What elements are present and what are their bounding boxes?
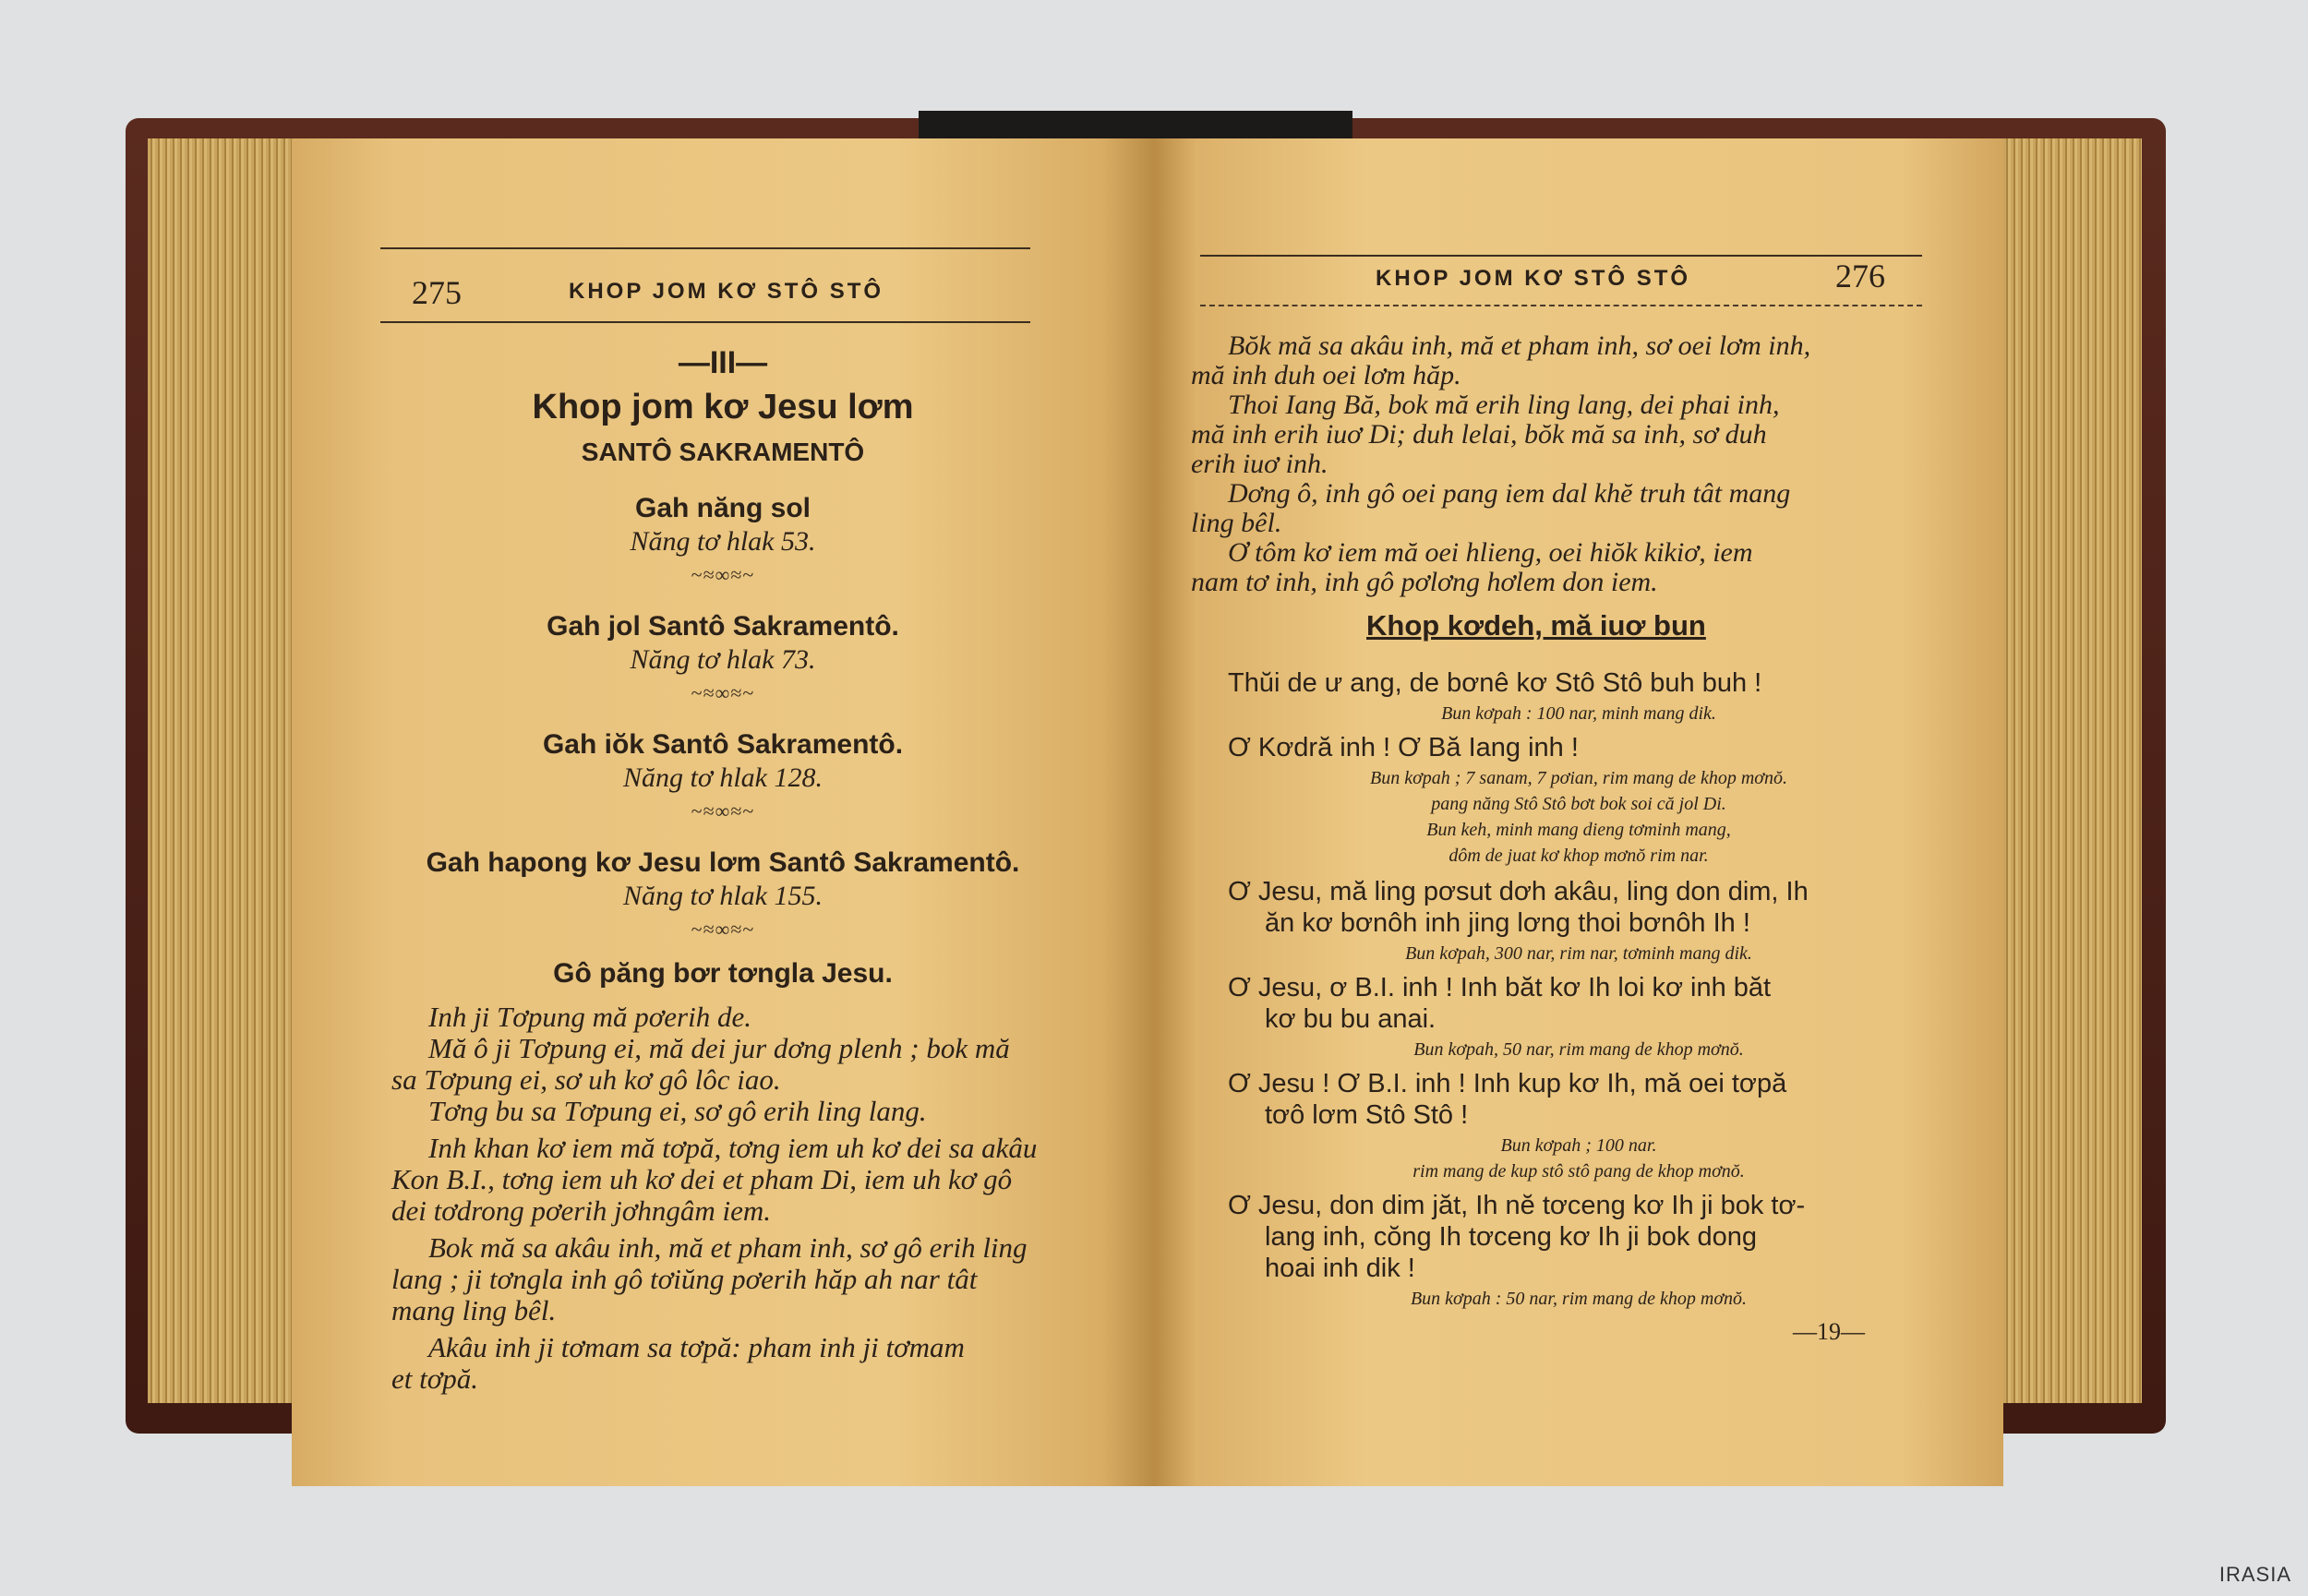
left-page [292,138,1154,1486]
ornament-divider: ~≈∞≈~ [691,563,755,586]
indulgence-note: Bun kơpah : 100 nar, minh mang dik. [1441,703,1716,724]
page-edges-left [148,138,305,1403]
intro-line: Bŏk mă sa akâu inh, mă et pham inh, sơ oei lơm inh, [1228,330,1811,361]
ornament-divider: ~≈∞≈~ [691,681,755,704]
ornament-divider: ~≈∞≈~ [691,918,755,941]
intro-line: Thoi Iang Bă, bok mă erih ling lang, dei phai inh, [1228,390,1780,420]
prayer-line: dei tơdrong pơerih jơhngâm iem. [391,1194,771,1227]
hymn-ref: Năng tơ hlak 155. [622,881,823,911]
prayer-line: Ơ Kơdră inh ! Ơ Bă Iang inh ! [1228,733,1579,762]
intro-line: Dơng ô, inh gô oei pang iem dal khĕ truh tât mang [1228,478,1791,509]
prayer-line: Ơ Jesu ! Ơ B.I. inh ! Inh kup kơ Ih, mă oei tơpă [1228,1069,1787,1098]
prayer-line: et tơpă. [391,1362,479,1395]
header-rule-bottom [380,321,1030,323]
intro-line: Ơ tôm kơ iem mă oei hlieng, oei hiŏk kikiơ, iem [1228,537,1753,568]
intro-line: mă inh duh oei lơm hăp. [1191,360,1461,390]
hymn-ref: Năng tơ hlak 128. [622,762,823,793]
prayer-line: hoai inh dik ! [1265,1254,1415,1283]
indulgence-note: Bun kơpah, 50 nar, rim mang de khop mơnŏ. [1413,1039,1744,1060]
page-number: 276 [1835,258,1885,294]
indulgence-note: Bun kơpah ; 7 sanam, 7 pơian, rim mang de khop mơnŏ. [1370,768,1787,788]
prayer-line: ăn kơ bơnôh inh jing lơng thoi bơnôh Ih ! [1265,908,1750,938]
running-head: KHOP JOM KƠ STÔ STÔ [569,279,884,304]
prayer-line: Inh ji Tơpung mă pơerih de. [428,1001,751,1033]
intro-line: erih iuơ inh. [1191,449,1328,479]
prayer-line: Kon B.I., tơng iem uh kơ dei et pham Di, iem uh kơ gô [391,1163,1013,1195]
prayer-line: Thŭi de ư ang, de bơnê kơ Stô Stô buh buh ! [1228,668,1762,698]
prayer-line: sa Tơpung ei, sơ uh kơ gô lôc iao. [391,1063,781,1096]
indulgence-note: Bun keh, minh mang dieng tơminh mang, [1426,820,1731,840]
prayer-line: Ơ Jesu, ơ B.I. inh ! Inh băt kơ Ih loi kơ inh băt [1228,973,1772,1002]
hymn-name: Gah iŏk Santô Sakramentô. [542,729,904,760]
hymn-ref: Năng tơ hlak 53. [630,526,816,557]
prayer-line: lang ; ji tơngla inh gô tơiŭng pơerih hăp ah nar tât [391,1263,978,1295]
header-rule-bottom [1200,305,1922,306]
intro-line: nam tơ inh, inh gô pơlơng hơlem don iem. [1191,567,1658,597]
hymn-name: Gah hapong kơ Jesu lơm Santô Sakramentô. [426,847,1020,878]
running-head: KHOP JOM KƠ STÔ STÔ [1376,266,1691,291]
prayer-line: lang inh, cŏng Ih tơceng kơ Ih ji bok dong [1265,1222,1757,1252]
indulgence-note: pang năng Stô Stô bơt bok soi că jol Di. [1431,794,1726,814]
prayer-line: Bok mă sa akâu inh, mă et pham inh, sơ gô erih ling [428,1231,1028,1264]
header-rule-top [1200,255,1922,257]
prayer-line: Tơng bu sa Tơpung ei, sơ gô erih ling lang. [428,1095,927,1127]
intro-line: mă inh erih iuơ Di; duh lelai, bŏk mă sa inh, sơ duh [1191,419,1767,450]
hymn-ref: Năng tơ hlak 73. [630,644,816,675]
section-subtitle: SANTÔ SAKRAMENTÔ [581,438,865,466]
section-title: Khop jom kơ Jesu lơm [532,388,914,426]
prayer-line: tơô lơm Stô Stô ! [1265,1100,1469,1130]
indulgence-note: Bun kơpah, 300 nar, rim nar, tơminh mang dik. [1405,943,1752,964]
prayer-line: kơ bu bu anai. [1265,1004,1436,1034]
watermark: IRASIA [2218,1563,2291,1586]
prayer-line: Akâu inh ji tơmam sa tơpă: pham inh ji tơmam [428,1331,965,1363]
prayer-line: Inh khan kơ iem mă tơpă, tơng iem uh kơ dei sa akâu [428,1132,1038,1164]
hymn-name: Gah jol Santô Sakramentô. [547,611,899,642]
header-rule-top [380,247,1030,249]
prayer-line: Ơ Jesu, don dim jăt, Ih nĕ tơceng kơ Ih ji bok tơ- [1228,1191,1806,1220]
prayer-line: mang ling bêl. [391,1294,557,1326]
prayer-heading: Gô păng bơr tơngla Jesu. [553,958,893,989]
prayer-line: Mă ô ji Tơpung ei, mă dei jur dơng plenh ; bok mă [428,1032,1010,1064]
right-page [1154,138,2003,1486]
page-edges-right [2003,138,2142,1403]
indulgence-note: rim mang de kup stô stô pang de khop mơnŏ. [1412,1161,1745,1182]
prayer-line: Ơ Jesu, mă ling pơsut dơh akâu, ling don dim, Ih [1228,877,1809,906]
indulgence-note: Bun kơpah : 50 nar, rim mang de khop mơnŏ. [1410,1289,1748,1309]
page-number: 275 [412,274,462,311]
ornament-divider: ~≈∞≈~ [691,799,755,822]
section-heading: Khop kơdeh, mă iuơ bun [1366,609,1706,642]
section-numeral: —III— [678,345,768,380]
hymn-name: Gah năng sol [634,493,811,523]
indulgence-note: Bun kơpah ; 100 nar. [1500,1135,1657,1156]
indulgence-note: dôm de juat kơ khop mơnŏ rim nar. [1449,846,1709,866]
intro-line: ling bêl. [1191,508,1282,538]
signature-mark: —19— [1793,1318,1865,1345]
